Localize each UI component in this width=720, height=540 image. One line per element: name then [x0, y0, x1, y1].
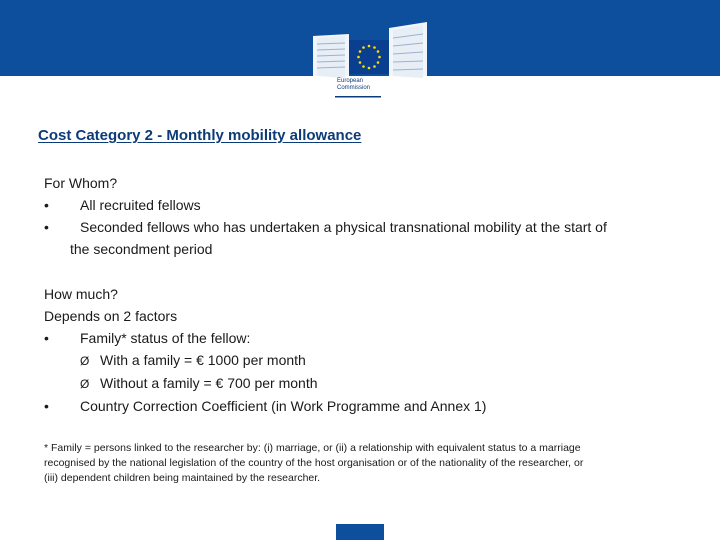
how-much-heading: How much?	[44, 286, 118, 302]
footer-bar	[336, 524, 384, 540]
logo-wordmark: European Commission	[337, 78, 371, 91]
bullet: •	[44, 219, 49, 235]
sub-list-item: Ø Without a family = € 700 per month	[44, 372, 694, 395]
arrow-bullet-icon: Ø	[80, 377, 90, 391]
for-whom-heading: For Whom?	[44, 175, 118, 191]
arrow-bullet-icon: Ø	[80, 354, 90, 368]
sub-list-item: Ø With a family = € 1000 per month	[44, 349, 694, 372]
bullet: •	[44, 330, 49, 346]
how-much-intro: Depends on 2 factors	[44, 308, 178, 324]
list-item: • Family* status of the fellow:	[44, 327, 694, 349]
european-commission-logo	[311, 18, 431, 100]
footnote: * Family = persons linked to the researcher by: (i) marriage, or (ii) a relationship with equivalent status to a marriage recognised by the national legislation of the country of the host organisation or of the nationality of the researcher, or (iii) dependent children being maintained by the researcher.	[44, 442, 584, 484]
list-item: • Country Correction Coefficient (in Work Programme and Annex 1)	[44, 395, 694, 417]
bullet: •	[44, 398, 49, 414]
list-item: • All recruited fellows	[44, 194, 694, 216]
list-item: • Seconded fellows who has undertaken a physical transnational mobility at the start of	[44, 216, 694, 238]
content-body	[44, 172, 694, 417]
list-item-continuation: the secondment period	[70, 241, 213, 257]
page-title: Cost Category 2 - Monthly mobility allowance	[38, 127, 362, 144]
bullet: •	[44, 197, 49, 213]
